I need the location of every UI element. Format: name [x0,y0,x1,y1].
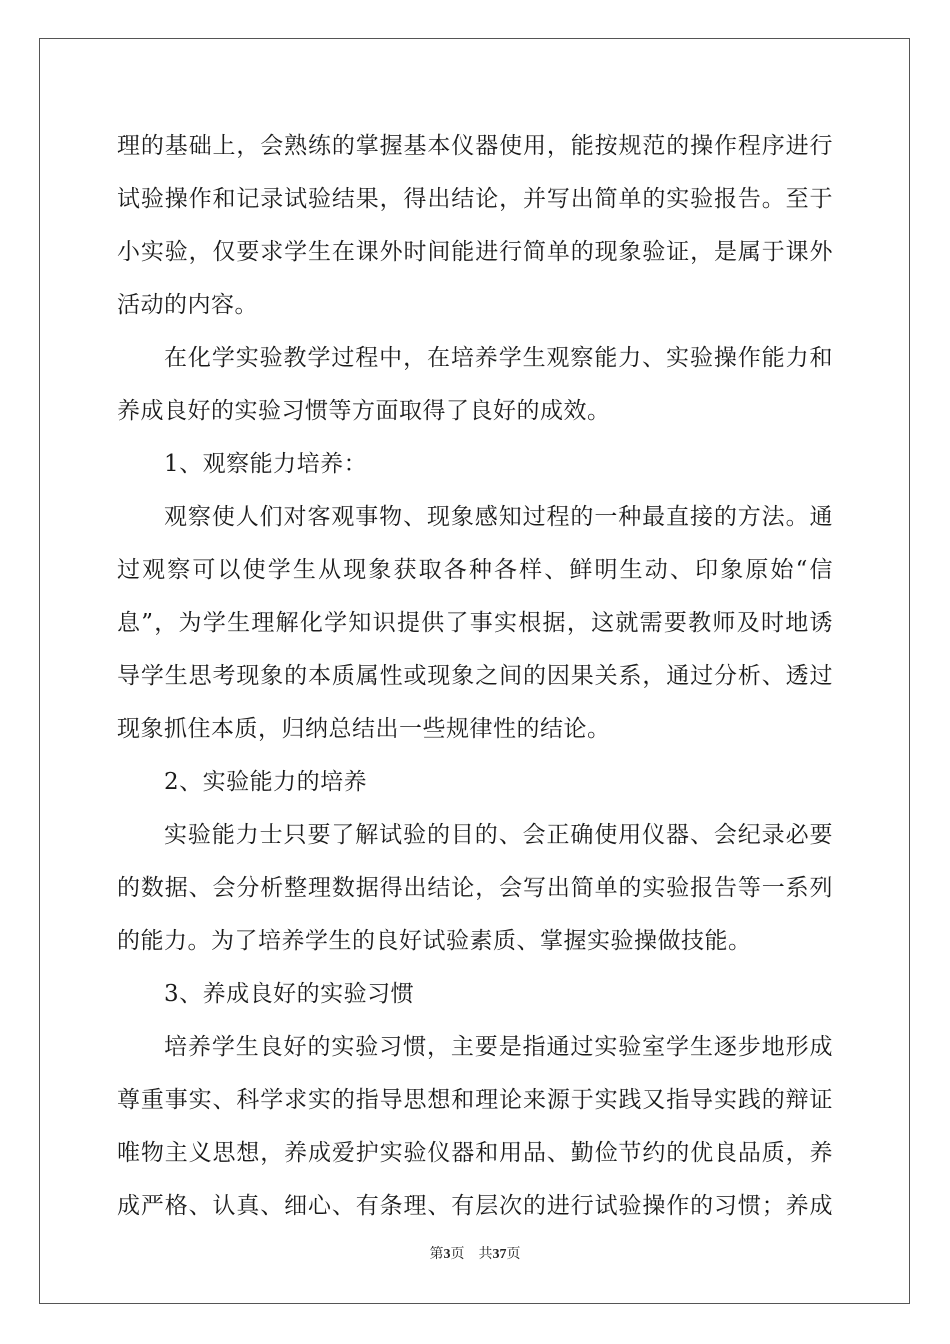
text-line: 现象抓住本质，归纳总结出一些规律性的结论。 [117,716,611,742]
total-label-prefix: 共 [478,1247,493,1262]
document-body [117,120,833,1233]
text-line: 的能力。为了培养学生的良好试验素质、掌握实验操做技能。 [117,928,752,954]
page-label-suffix: 页 [450,1247,465,1262]
page-label-prefix: 第 [429,1247,444,1262]
text-line: 小实验，仅要求学生在课外时间能进行简单的现象验证，是属于课外 [117,239,833,265]
page-footer [0,1243,950,1263]
text-line: 培养学生良好的实验习惯，主要是指通过实验室学生逐步地形成 [164,1034,833,1060]
text-line: 1、观察能力培养： [164,451,368,477]
current-page-number: 3 [443,1247,451,1262]
text-line: 息”，为学生理解化学知识提供了事实根据，这就需要教师及时地诱 [117,610,833,636]
text-line: 的数据、会分析整理数据得出结论，会写出简单的实验报告等一系列 [117,875,833,901]
text-line: 养成良好的实验习惯等方面取得了良好的成效。 [117,398,611,424]
text-line: 导学生思考现象的本质属性或现象之间的因果关系，通过分析、透过 [117,663,833,689]
text-line: 观察使人们对客观事物、现象感知过程的一种最直接的方法。通 [164,504,833,530]
text-line: 实验能力士只要了解试验的目的、会正确使用仪器、会纪录必要 [164,822,833,848]
total-page-count: 37 [492,1247,507,1262]
total-label-suffix: 页 [506,1247,521,1262]
text-line: 尊重事实、科学求实的指导思想和理论来源于实践又指导实践的辩证 [117,1087,833,1113]
text-line: 理的基础上，会熟练的掌握基本仪器使用，能按规范的操作程序进行 [117,133,833,159]
text-line: 试验操作和记录试验结果，得出结论，并写出简单的实验报告。至于 [117,186,833,212]
text-line: 过观察可以使学生从现象获取各种各样、鲜明生动、印象原始“信 [117,557,833,583]
text-line: 在化学实验教学过程中，在培养学生观察能力、实验操作能力和 [164,345,833,371]
text-line: 活动的内容。 [117,292,258,318]
text-line: 唯物主义思想，养成爱护实验仪器和用品、勤俭节约的优良品质，养 [117,1140,833,1166]
text-line: 3、养成良好的实验习惯 [164,981,415,1007]
text-line: 成严格、认真、细心、有条理、有层次的进行试验操作的习惯；养成 [117,1193,833,1219]
text-line: 2、实验能力的培养 [164,769,368,795]
